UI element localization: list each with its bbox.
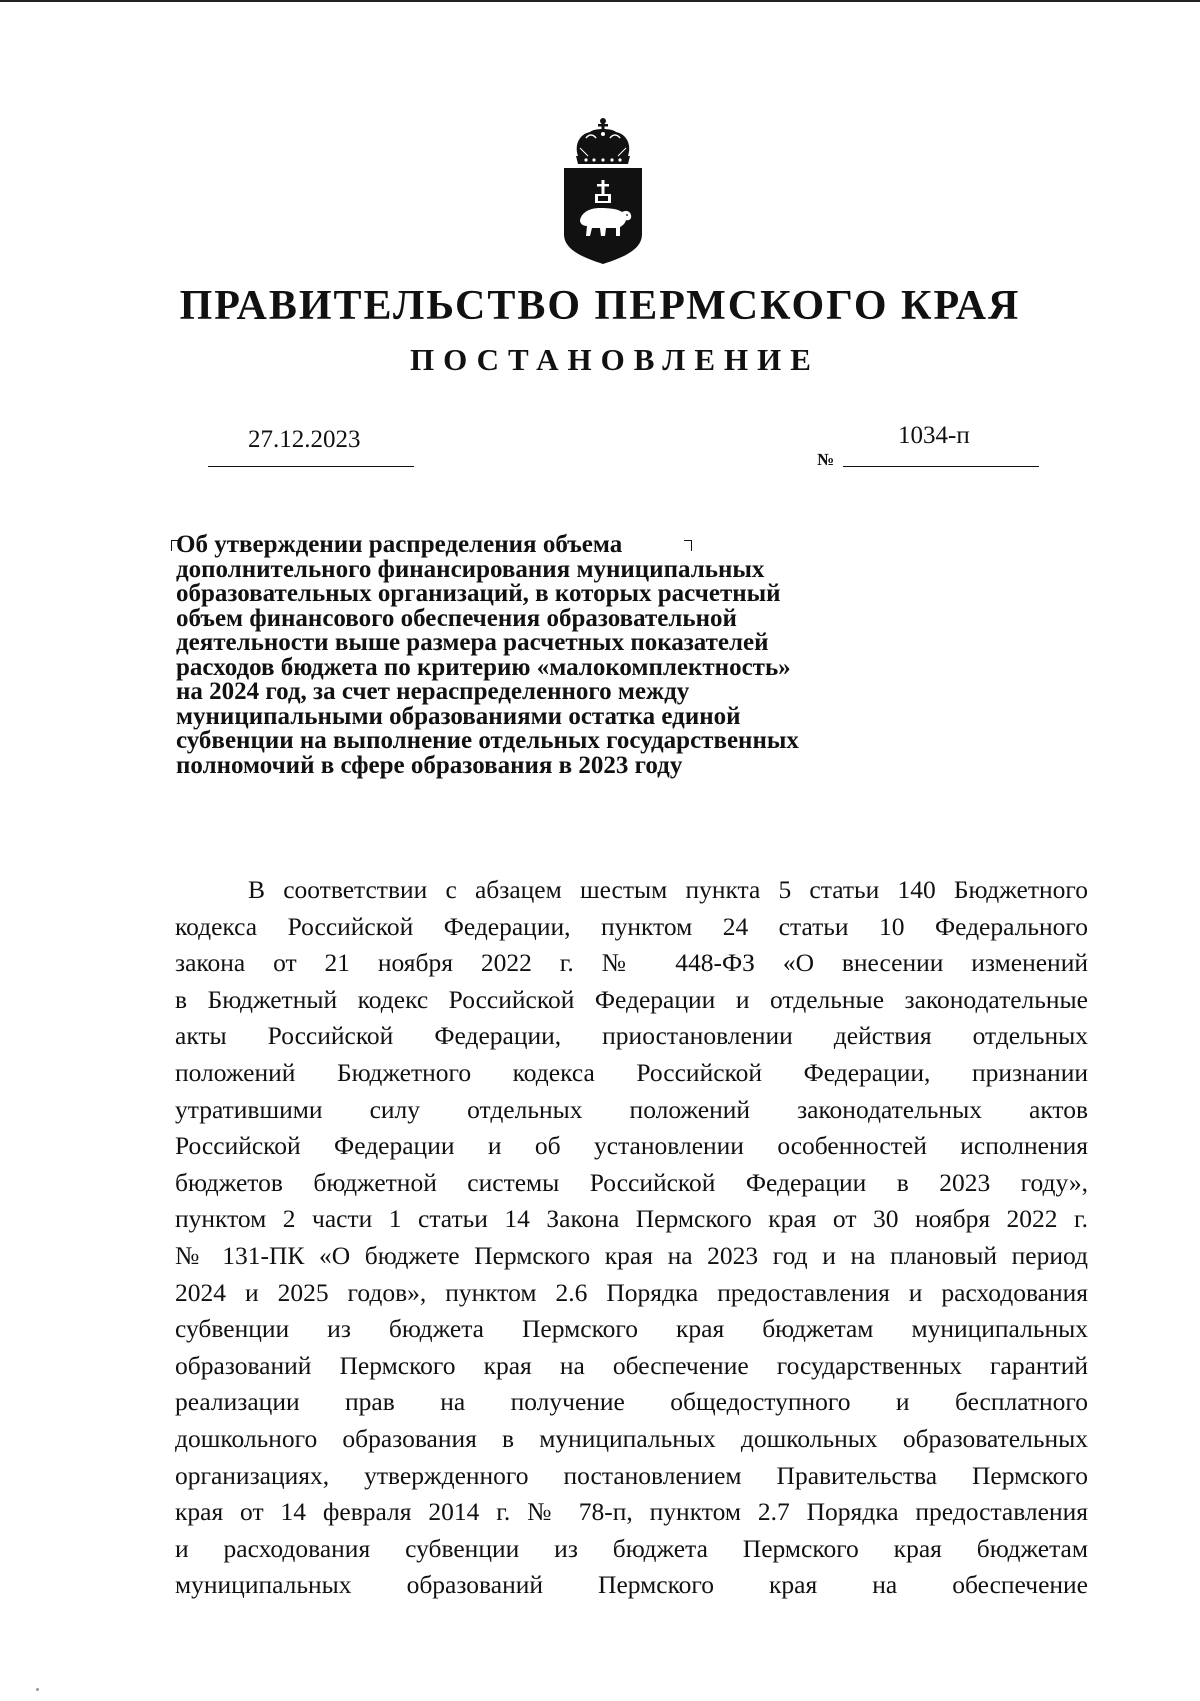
subject-line: Об утверждении распределения объема <box>176 531 623 558</box>
body-line: образований Пермского края на обеспечение государственных гарантий <box>175 1350 1088 1380</box>
body-line: организациях, утвержденного постановлением Правительства Пермского <box>175 1460 1088 1490</box>
body-line: № 131-ПК «О бюджете Пермского края на 2023 год и на плановый период <box>175 1240 1088 1270</box>
decree-subject <box>176 533 896 778</box>
body-line: кодекса Российской Федерации, пунктом 24 статьи 10 Федерального <box>175 911 1088 941</box>
body-line: субвенции из бюджета Пермского края бюджетам муниципальных <box>175 1314 1088 1344</box>
scan-top-edge <box>0 0 1200 2</box>
perm-krai-coat-of-arms-icon <box>556 116 650 266</box>
subject-line: на 2024 год, за счет нераспределенного между <box>176 678 690 705</box>
body-line: акты Российской Федерации, приостановлении действия отдельных <box>175 1021 1088 1051</box>
subject-line: деятельности выше размера расчетных показателей <box>176 629 769 656</box>
subject-line: дополнительного финансирования муниципальных <box>176 555 765 583</box>
body-line: В соответствии с абзацем шестым пункта 5 статьи 140 Бюджетного <box>248 875 1088 904</box>
government-title: ПРАВИТЕЛЬСТВО ПЕРМСКОГО КРАЯ <box>179 283 1021 329</box>
number-underline <box>843 466 1039 467</box>
subject-line: субвенции на выполнение отдельных государственных <box>176 727 799 754</box>
body-line: реализации прав на получение общедоступного и бесплатного <box>175 1387 1088 1417</box>
subject-line: объем финансового обеспечения образовательной <box>176 604 737 632</box>
body-paragraph <box>175 872 1088 1604</box>
document-type-title: ПОСТАНОВЛЕНИЕ <box>410 342 820 377</box>
subject-line: полномочий в сфере образования в 2023 году <box>176 751 683 779</box>
body-line: в Бюджетный кодекс Российской Федерации и отдельные законодательные <box>175 984 1088 1014</box>
decree-date: 27.12.2023 <box>248 426 361 453</box>
body-line: муниципальных образований Пермского края на обеспечение <box>175 1570 1088 1600</box>
scan-speck <box>36 1688 39 1691</box>
body-line: края от 14 февраля 2014 г. № 78-п, пунктом 2.7 Порядка предоставления <box>175 1497 1088 1527</box>
body-line: положений Бюджетного кодекса Российской Федерации, признании <box>175 1057 1088 1087</box>
date-underline <box>208 466 414 467</box>
body-line: 2024 и 2025 годов», пунктом 2.6 Порядка предоставления и расходования <box>175 1277 1088 1307</box>
number-sign: № <box>817 450 835 469</box>
subject-line: расходов бюджета по критерию «малокомплектность» <box>176 653 791 681</box>
body-line: и расходования субвенции из бюджета Пермского края бюджетам <box>175 1533 1088 1563</box>
body-line: бюджетов бюджетной системы Российской Федерации в 2023 году», <box>175 1167 1088 1197</box>
subject-line: образовательных организаций, в которых расчетный <box>176 580 781 607</box>
body-line: дошкольного образования в муниципальных дошкольных образовательных <box>175 1423 1088 1453</box>
decree-number: 1034-п <box>898 422 970 449</box>
crown-icon <box>576 118 630 164</box>
body-line: утратившими силу отдельных положений законодательных актов <box>175 1094 1088 1124</box>
body-line: Российской Федерации и об установлении особенностей исполнения <box>175 1131 1088 1161</box>
body-line: пунктом 2 части 1 статьи 14 Закона Пермского края от 30 ноября 2022 г. <box>175 1204 1088 1234</box>
subject-line: муниципальными образованиями остатка единой <box>176 702 741 730</box>
body-line: закона от 21 ноября 2022 г. № 448-ФЗ «О внесении изменений <box>175 948 1088 978</box>
